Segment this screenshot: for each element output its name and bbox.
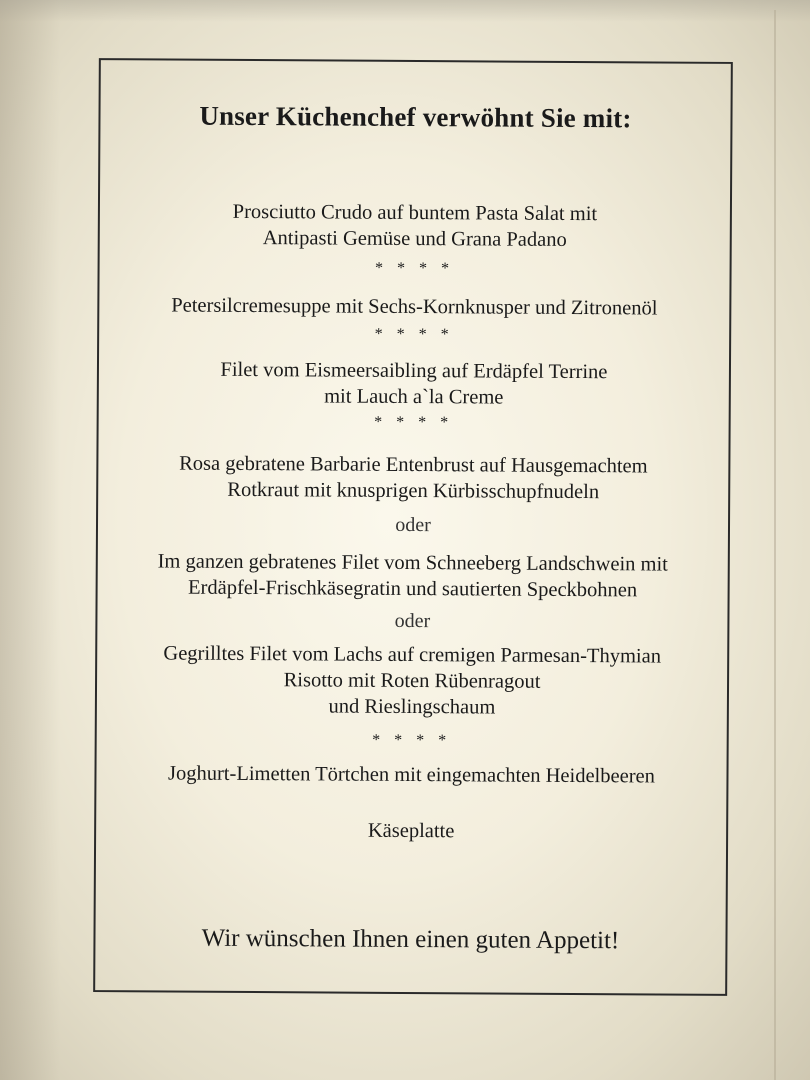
menu-heading: Unser Küchenchef verwöhnt Sie mit: (199, 100, 632, 134)
course-dessert (96, 760, 726, 790)
course-line: mit Lauch a`la Creme (324, 385, 504, 409)
course-line: Rosa gebratene Barbarie Entenbrust auf Hausgemachtem (179, 452, 648, 478)
course-separator: * * * * (372, 731, 452, 750)
course-line: Rotkraut mit knusprigen Kürbisschupfnudeln (227, 478, 600, 504)
course-separator: * * * * (374, 325, 454, 344)
course-line: Petersilcremesuppe mit Sechs-Kornknusper und Zitronenöl (171, 294, 658, 320)
course-main-pork (98, 548, 728, 604)
course-separator: * * * * (375, 259, 455, 278)
course-line: Prosciutto Crudo auf buntem Pasta Salat mit (232, 200, 598, 226)
course-line: Käseplatte (367, 819, 455, 843)
course-line: Risotto mit Roten Rübenragout (283, 669, 541, 693)
menu-frame (93, 58, 733, 996)
course-fish (99, 356, 729, 412)
or-label: oder (394, 609, 431, 633)
course-line: Im ganzen gebratenes Filet vom Schneeberg Landschwein mit (157, 550, 668, 576)
page-fold-line (774, 10, 776, 1080)
course-soup (99, 292, 729, 322)
course-main-duck (98, 450, 728, 506)
menu-card (101, 60, 731, 955)
course-line: Erdäpfel-Frischkäsegratin und sautierten Speckbohnen (187, 576, 638, 602)
page-shadow (0, 0, 60, 1080)
course-starter (100, 198, 730, 254)
course-line: Antipasti Gemüse und Grana Padano (262, 227, 567, 251)
page-top-edge (0, 0, 810, 22)
or-label: oder (395, 513, 431, 537)
course-separator: * * * * (374, 413, 454, 432)
closing-line: Wir wünschen Ihnen einen guten Appetit! (201, 924, 620, 955)
course-line: und Rieslingschaum (328, 695, 496, 719)
course-main-salmon (97, 640, 727, 722)
course-line: Gegrilltes Filet vom Lachs auf cremigen Parmesan-Thymian (163, 642, 662, 668)
course-line: Joghurt-Limetten Törtchen mit eingemachten Heidelbeeren (167, 762, 655, 788)
course-line: Filet vom Eismeersaibling auf Erdäpfel Terrine (220, 358, 608, 384)
course-cheese (96, 816, 726, 846)
